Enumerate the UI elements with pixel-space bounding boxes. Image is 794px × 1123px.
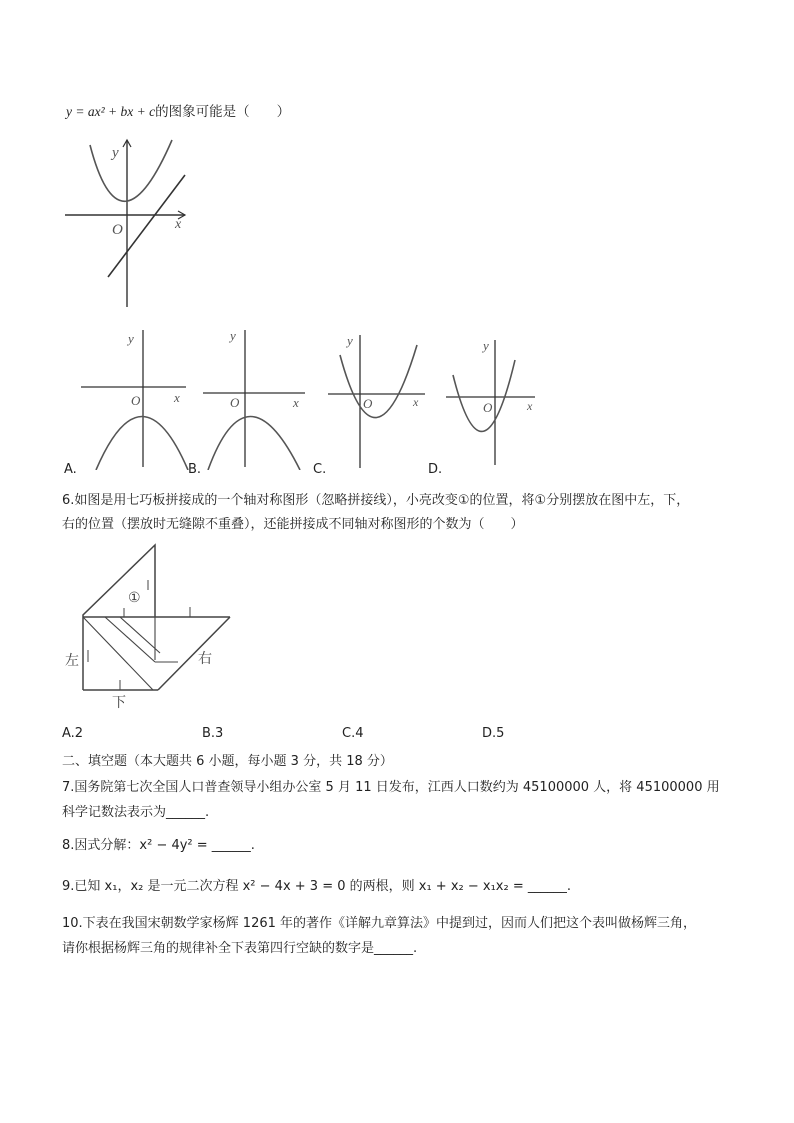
q8-text: 8.因式分解：x² − 4y² = ______. xyxy=(62,838,255,853)
q5-main-graph xyxy=(60,135,195,310)
option-b-y: y xyxy=(230,328,236,343)
option-a-y: y xyxy=(128,331,134,346)
option-c-letter: C. xyxy=(313,462,327,477)
q6-line1: 6.如图是用七巧板拼接成的一个轴对称图形（忽略拼接线），小亮改变①的位置，将①分别摆放在图中左，下， xyxy=(62,493,690,508)
q7-line2: 科学记数法表示为______. xyxy=(62,805,210,820)
q6-label-bottom: 下 xyxy=(112,696,126,710)
option-a-letter: A. xyxy=(64,462,77,477)
option-a-graph xyxy=(78,325,193,470)
q9-text: 9.已知 x₁，x₂ 是一元二次方程 x² − 4x + 3 = 0 的两根，则 x₁ + x₂ − x₁x₂ = ______. xyxy=(62,879,571,894)
q6-label-left: 左 xyxy=(65,654,79,669)
option-d-origin: O xyxy=(483,400,493,415)
main-x-label: x xyxy=(175,217,182,232)
option-c-graph xyxy=(325,330,435,470)
option-c-y: y xyxy=(347,333,353,348)
q6-line2: 右的位置（摆放时无缝隙不重叠），还能拼接成不同轴对称图形的个数为（ ） xyxy=(62,517,524,532)
option-d-y: y xyxy=(483,338,489,353)
option-c-origin: O xyxy=(363,396,373,411)
q6-choice-a: A.2 xyxy=(62,726,84,741)
option-c-x: x xyxy=(413,395,419,409)
q6-choice-c: C.4 xyxy=(342,726,364,741)
option-b-origin: O xyxy=(230,395,240,410)
q6-label-right: 右 xyxy=(198,652,212,667)
q10-line2: 请你根据杨辉三角的规律补全下表第四行空缺的数字是______. xyxy=(62,941,418,956)
option-a-x: x xyxy=(174,390,180,405)
q5-stem xyxy=(66,100,290,120)
q6-circle-label: ① xyxy=(128,591,141,606)
option-d-graph xyxy=(443,335,543,470)
q7-line1: 7.国务院第七次全国人口普查领导小组办公室 5 月 11 日发布，江西人口数约为 45100000 人，将 45100000 用 xyxy=(62,780,720,795)
q5-stem-tail: 的图象可能是（ ） xyxy=(155,104,291,120)
main-origin-label: O xyxy=(112,222,123,238)
q6-choice-d: D.5 xyxy=(482,726,505,741)
option-a-origin: O xyxy=(131,393,141,408)
section-2-heading: 二、填空题（本大题共 6 小题，每小题 3 分，共 18 分） xyxy=(62,754,393,769)
option-d-letter: D. xyxy=(428,462,443,477)
option-b-letter: B. xyxy=(188,462,202,477)
q10-line1: 10.下表在我国宋朝数学家杨辉 1261 年的著作《详解九章算法》中提到过，因而人们把这个表叫做杨辉三角， xyxy=(62,916,697,931)
main-y-label: y xyxy=(112,145,119,161)
option-d-x: x xyxy=(527,399,533,413)
q6-tangram-figure xyxy=(60,540,240,710)
option-b-x: x xyxy=(293,395,299,410)
q5-formula: y = ax² + bx + c xyxy=(66,104,156,119)
q6-choice-b: B.3 xyxy=(202,726,224,741)
option-b-graph xyxy=(200,325,315,470)
